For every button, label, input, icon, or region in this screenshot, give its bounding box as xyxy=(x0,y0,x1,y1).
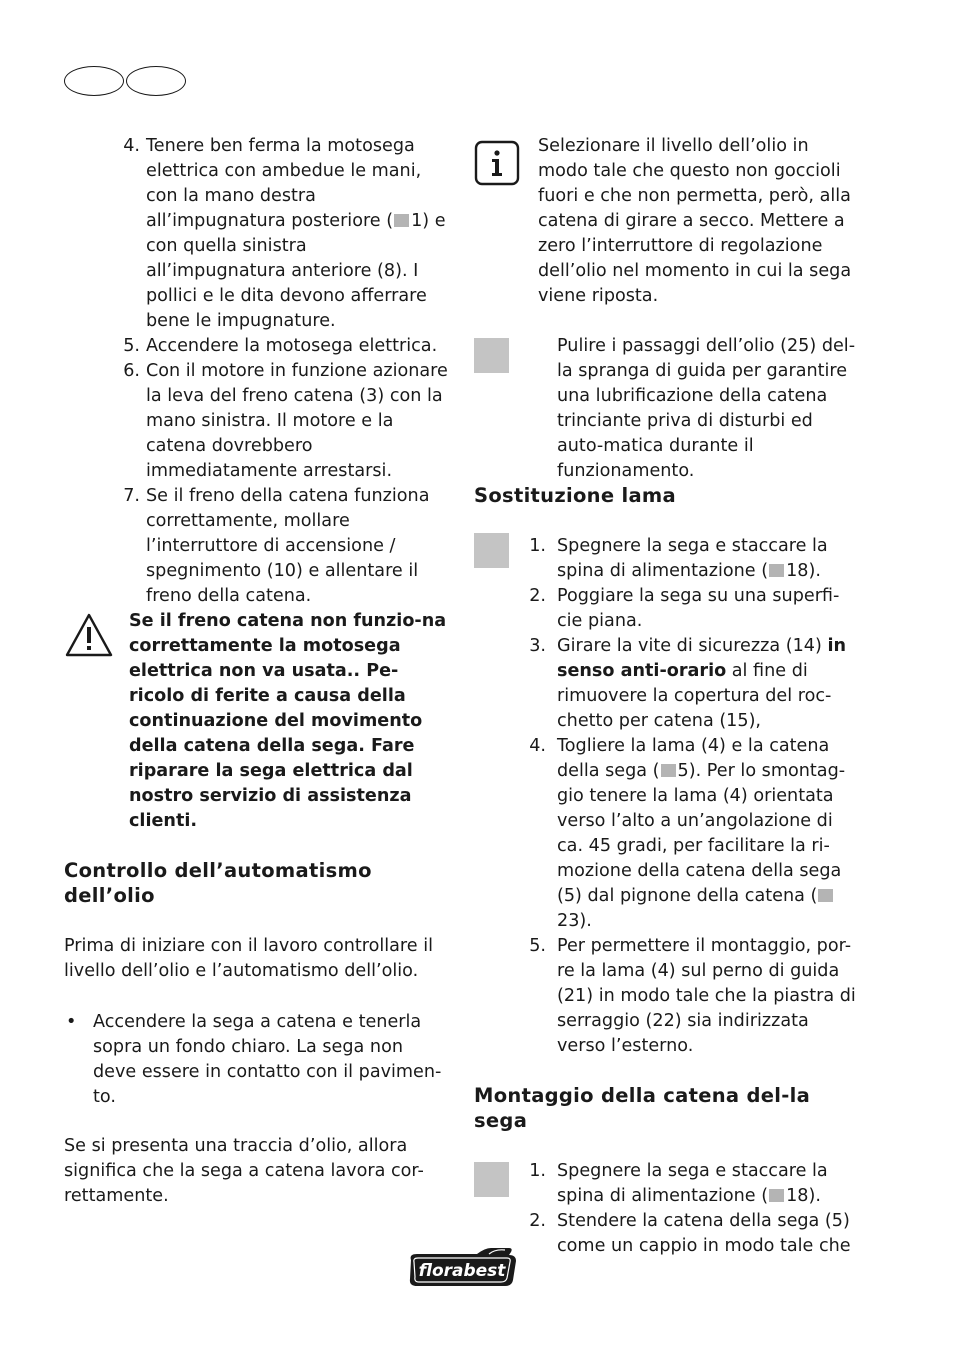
warning-text: Se il freno catena non funzio-na correttamente la motosega elettrica non va usata.. Pe-ricolo di ferite a causa della continuazione del movimento della catena della sega. Fare riparare la sega elettrica dal nostro servizio di assistenza clienti. xyxy=(129,611,447,831)
info-icon xyxy=(474,140,520,186)
language-tab-left xyxy=(64,66,124,96)
florabest-logo xyxy=(405,1246,519,1290)
figure-reference-icon xyxy=(769,1189,784,1202)
figure-reference-icon xyxy=(769,564,784,577)
list-item: • Accendere la sega a catena e tenerla sopra un fondo chiaro. La sega non deve essere in contatto con il pavimen-to. xyxy=(66,1012,442,1107)
blade-steps xyxy=(524,534,862,1059)
list-item: 2. Poggiare la sega su una superfi-cie piana. xyxy=(529,586,840,631)
oil-passage-note: Pulire i passaggi dell’olio (25) del-la spranga di guida per garantire una lubrificazione della catena trinciante priva di disturbi ed auto-matica durante il funzionamento. xyxy=(557,336,856,481)
list-item: 3. Girare la vite di sicurezza (14) in senso anti-orario al fine di rimuovere la copertura del roc-chetto per catena (15), xyxy=(529,636,846,731)
oil-conclusion-paragraph: Se si presenta una traccia d’olio, allora significa che la sega a catena lavora cor-rettamente. xyxy=(64,1136,424,1206)
figure-reference-icon xyxy=(661,764,676,777)
brake-test-steps xyxy=(116,134,451,609)
oil-check-heading: Controllo dell’automatismo dell’olio xyxy=(64,859,372,907)
figure-reference-icon xyxy=(394,214,409,227)
figure-placeholder xyxy=(474,533,509,568)
chain-steps xyxy=(524,1159,862,1259)
bullet-icon: • xyxy=(66,1012,77,1032)
figure-placeholder xyxy=(474,1162,509,1197)
list-item: 4. Tenere ben ferma la motosega elettrica con ambedue le mani, con la mano destra all’impugnatura posteriore ( 1) e con quella sinistra all’impugnatura anteriore (8). I pollici e le dita devono afferrare bene le impugnature. xyxy=(123,136,446,331)
svg-text:florabest: florabest xyxy=(418,1261,506,1281)
chain-assembly-heading: Montaggio della catena del-la sega xyxy=(474,1084,811,1132)
blade-replacement-heading: Sostituzione lama xyxy=(474,484,677,507)
warning-icon xyxy=(64,612,114,658)
list-item: 2. Stendere la catena della sega (5) come un cappio in modo tale che xyxy=(529,1211,851,1256)
list-item: 6. Con il motore in funzione azionare la leva del freno catena (3) con la mano sinistra. Il motore e la catena dovrebbero immediatamente arrestarsi. xyxy=(123,361,448,481)
list-item: 7. Se il freno della catena funziona correttamente, mollare l’interruttore di accensione / spegnimento (10) e allentare il freno della catena. xyxy=(123,486,430,606)
figure-placeholder xyxy=(474,338,509,373)
language-tab-right xyxy=(126,66,186,96)
figure-reference-icon xyxy=(818,889,833,902)
language-tabs xyxy=(64,66,188,98)
list-item: 1. Spegnere la sega e staccare la spina di alimentazione ( 18). xyxy=(529,536,828,581)
list-item: 5. Per permettere il montaggio, por-re la lama (4) sul perno di guida (21) in modo tale che la piastra di serraggio (22) sia indirizzata verso l’esterno. xyxy=(529,936,856,1056)
list-item: 1. Spegnere la sega e staccare la spina di alimentazione ( 18). xyxy=(529,1161,828,1206)
oil-bullet-list xyxy=(64,1010,449,1110)
list-item: 5. Accendere la motosega elettrica. xyxy=(123,336,438,356)
list-item: 4. Togliere la lama (4) e la catena della sega ( 5). Per lo smontag-gio tenere la lama (4) orientata verso l’alto a un’angolazione di ca. 45 gradi, per facilitare la ri-mozione della catena della sega (5) dal pignone della catena (23). xyxy=(529,736,846,931)
oil-intro-paragraph: Prima di iniziare con il lavoro controllare il livello dell’olio e l’automatismo dell’olio. xyxy=(64,936,433,981)
info-note-text: Selezionare il livello dell’olio in modo tale che questo non goccioli fuori e che non permetta, però, alla catena di girare a secco. Mettere a zero l’interruttore di regolazione dell’olio nel momento in cui la sega viene riposta. xyxy=(538,136,852,306)
